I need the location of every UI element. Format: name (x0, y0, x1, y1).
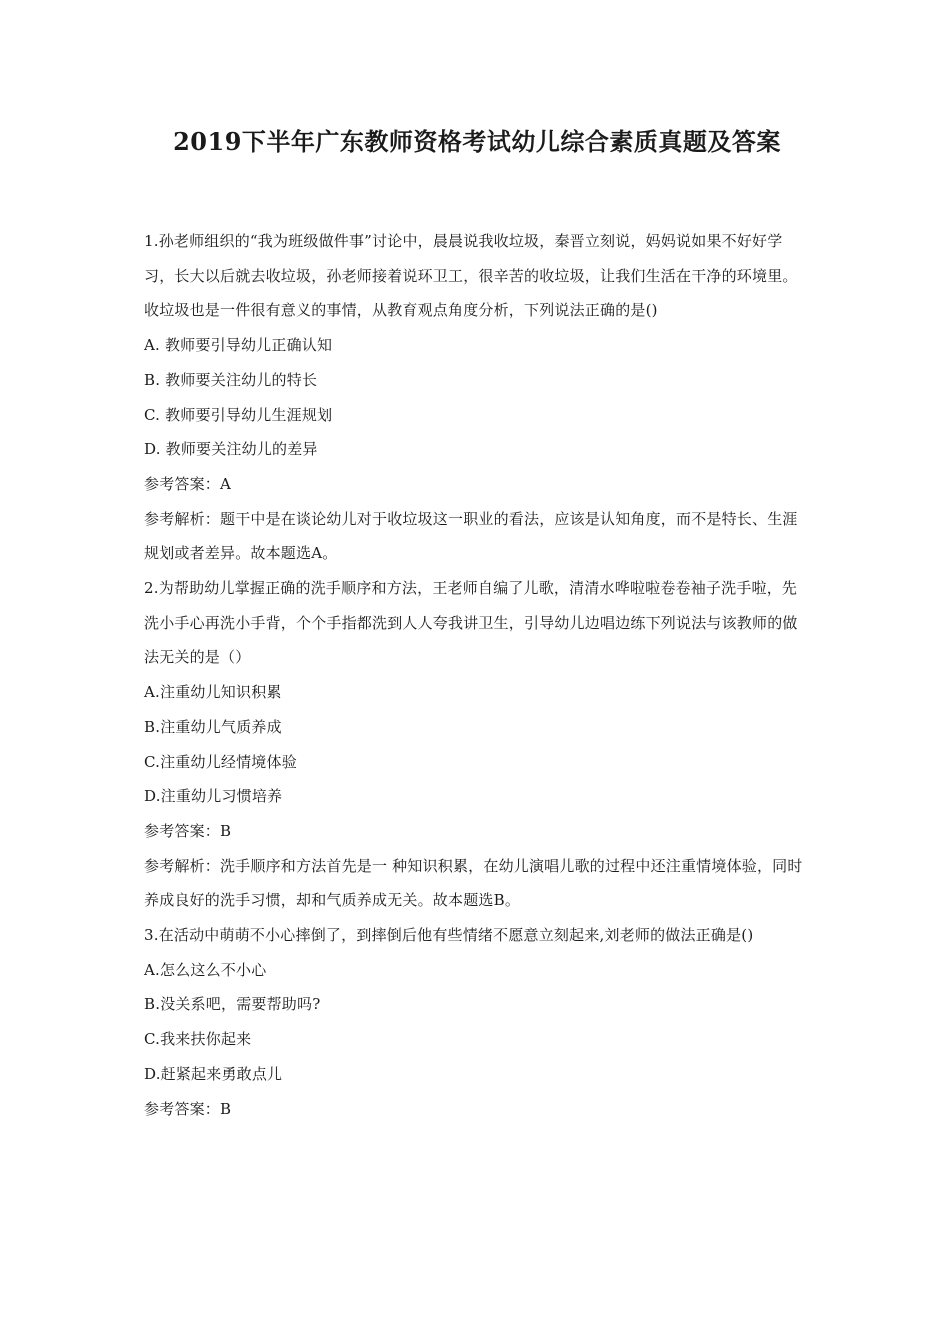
question-2-option-b: B.注重幼儿气质养成 (144, 717, 282, 736)
question-3-option-c: C.我来扶你起来 (144, 1030, 252, 1049)
question-3-option-b: B.没关系吧，需要帮助吗? (144, 995, 321, 1014)
question-1-option-b: B. 教师要关注幼儿的特长 (144, 370, 318, 389)
question-3-stem: 3.在活动中萌萌不小心摔倒了，到摔倒后他有些情绪不愿意立刻起来,刘老师的做法正确是() (144, 926, 754, 945)
question-1-option-a: A. 教师要引导幼儿正确认知 (144, 336, 333, 355)
question-3-option-a: A.怎么这么不小心 (144, 960, 267, 979)
question-1-option-d: D. 教师要关注幼儿的差异 (144, 440, 318, 459)
question-2-analysis: 参考解析：洗手顺序和方法首先是一 种知识积累，在幼儿演唱儿歌的过程中还注重情境体验，同时养成良好的洗手习惯，却和气质养成无关。故本题选B。 (144, 856, 803, 910)
question-2-option-c: C.注重幼儿经情境体验 (144, 752, 297, 771)
question-3-answer: 参考答案：B (144, 1099, 232, 1118)
question-2-option-d: D.注重幼儿习惯培养 (144, 787, 283, 806)
question-3-option-d: D.赶紧起来勇敢点儿 (144, 1064, 283, 1083)
question-1-answer: 参考答案：A (144, 474, 232, 493)
question-2-stem: 2.为帮助幼儿掌握正确的洗手顺序和方法，王老师自编了儿歌，清清水哗啦啦卷卷袖子洗手啦，先洗小手心再洗小手背，个个手指都洗到人人夸我讲卫生，引导幼儿边唱边练下列说法与该教师的做法无关的是（） (144, 579, 798, 667)
question-1-option-c: C. 教师要引导幼儿生涯规划 (144, 405, 333, 424)
document-title: 2019下半年广东教师资格考试幼儿综合素质真题及答案 (173, 127, 781, 156)
question-2-answer: 参考答案：B (144, 821, 232, 840)
document-body (144, 224, 810, 1126)
question-1-analysis: 参考解析：题干中是在谈论幼儿对于收垃圾这一职业的看法，应该是认知角度，而不是特长、生涯规划或者差异。故本题选A。 (144, 509, 798, 563)
question-1-stem: 1.孙老师组织的“我为班级做件事”讨论中，晨晨说我收垃圾，秦晋立刻说，妈妈说如果不好好学习，长大以后就去收垃圾，孙老师接着说环卫工，很辛苦的收垃圾，让我们生活在干净的环境里。收垃圾也是一件很有意义的事情，从教育观点角度分析，下列说法正确的是() (144, 232, 798, 320)
question-2-option-a: A.注重幼儿知识积累 (144, 683, 282, 702)
